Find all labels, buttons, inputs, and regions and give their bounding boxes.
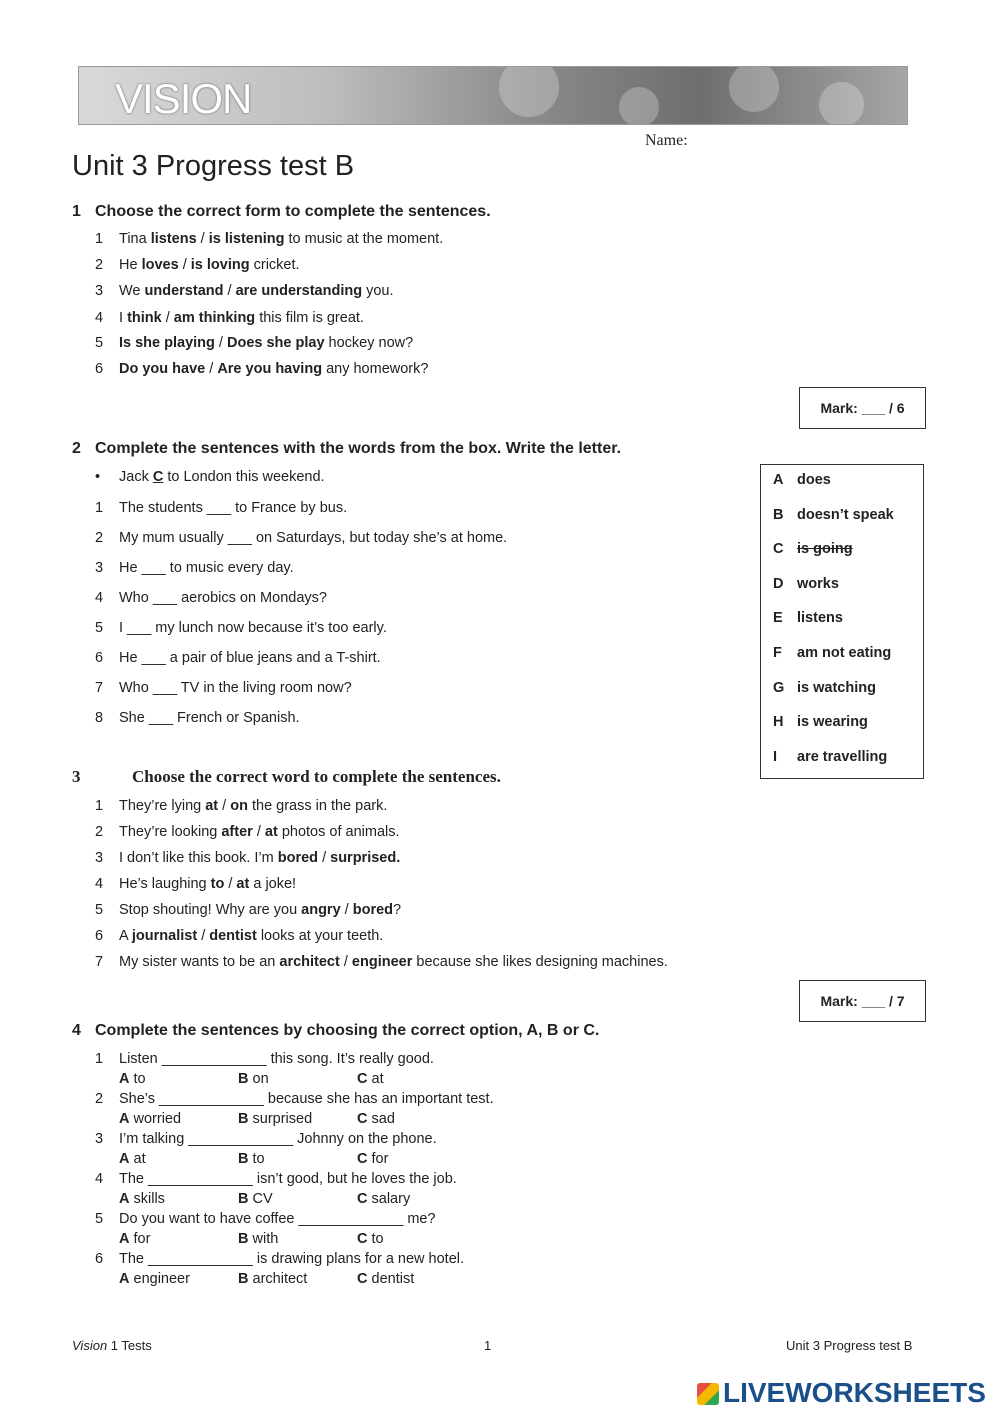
section-title: Choose the correct form to complete the sentences. bbox=[95, 203, 491, 220]
word-box-option bbox=[773, 576, 839, 592]
gap-fill-text[interactable]: I ___ my lunch now because it’s too early. bbox=[119, 620, 387, 636]
question-text: The _____________ isn’t good, but he loves the job. bbox=[119, 1171, 457, 1187]
answer-option-c[interactable] bbox=[357, 1071, 384, 1087]
example-text: Jack bbox=[119, 469, 153, 485]
option-1[interactable]: angry bbox=[301, 902, 341, 918]
item-number: 1 bbox=[95, 798, 104, 814]
option-letter: C bbox=[357, 1151, 368, 1167]
watermark-text: LIVEWORKSHEETS bbox=[723, 1377, 986, 1408]
option-2[interactable]: surprised. bbox=[330, 850, 401, 866]
answer-option-c[interactable] bbox=[357, 1271, 414, 1287]
liveworksheets-icon bbox=[697, 1383, 719, 1405]
option-1[interactable]: think bbox=[127, 310, 162, 326]
answer-option-a[interactable] bbox=[119, 1071, 146, 1087]
option-text: surprised bbox=[252, 1111, 313, 1127]
option-separator: / bbox=[218, 798, 231, 814]
word-box-option bbox=[773, 645, 891, 661]
option-separator: / bbox=[252, 824, 265, 840]
banner-bokeh bbox=[499, 66, 559, 117]
word-box-option bbox=[773, 714, 868, 730]
item-number: 2 bbox=[95, 257, 104, 273]
gap-fill-text[interactable]: The students ___ to France by bus. bbox=[119, 500, 348, 516]
option-word: does bbox=[797, 472, 831, 488]
option-text: sad bbox=[371, 1111, 395, 1127]
section-title: Choose the correct word to complete the sentences. bbox=[132, 767, 501, 786]
option-1[interactable]: Do you have bbox=[119, 361, 206, 377]
word-box-option bbox=[773, 749, 887, 765]
mark-box-1[interactable]: Mark: ___ / 6 bbox=[799, 387, 926, 429]
footer-book: Vision bbox=[72, 1338, 108, 1353]
option-2[interactable]: at bbox=[236, 876, 250, 892]
gap-fill-text[interactable]: My mum usually ___ on Saturdays, but today she’s at home. bbox=[119, 530, 508, 546]
option-letter: C bbox=[357, 1271, 368, 1287]
option-text: on bbox=[252, 1071, 269, 1087]
item-number: 6 bbox=[95, 928, 104, 944]
item-number: 3 bbox=[95, 560, 104, 576]
option-text: at bbox=[371, 1071, 384, 1087]
option-word: is going bbox=[797, 541, 853, 558]
answer-option-a[interactable] bbox=[119, 1271, 190, 1287]
option-letter: B bbox=[238, 1231, 249, 1247]
item-number: 4 bbox=[95, 310, 104, 326]
answer-option-c[interactable] bbox=[357, 1151, 388, 1167]
option-letter: H bbox=[773, 714, 784, 731]
option-letter: B bbox=[238, 1191, 249, 1207]
option-word: works bbox=[797, 575, 839, 592]
option-letter: A bbox=[119, 1271, 130, 1287]
footer-right: Unit 3 Progress test B bbox=[786, 1338, 913, 1353]
section-number: 3 bbox=[72, 767, 81, 786]
option-2[interactable]: is loving bbox=[190, 257, 250, 273]
option-text: for bbox=[371, 1151, 389, 1167]
item-number: 4 bbox=[95, 876, 104, 892]
option-word: doesn’t speak bbox=[797, 506, 894, 523]
gap-fill-item bbox=[95, 590, 327, 606]
sentence-item bbox=[95, 361, 428, 377]
sentence-text: Tina bbox=[119, 231, 151, 247]
item-number: 5 bbox=[95, 335, 104, 351]
banner-bokeh bbox=[619, 87, 659, 125]
sentence-text: He bbox=[119, 257, 142, 273]
section-1-heading bbox=[72, 203, 491, 221]
word-box-option bbox=[773, 680, 876, 696]
item-number: 1 bbox=[95, 500, 104, 516]
gap-fill-item bbox=[95, 650, 381, 666]
gap-fill-text[interactable]: Who ___ aerobics on Mondays? bbox=[119, 590, 327, 606]
option-1[interactable]: loves bbox=[141, 257, 179, 273]
answer-option-b[interactable] bbox=[238, 1151, 265, 1167]
mc-question bbox=[95, 1131, 437, 1147]
banner-bokeh bbox=[819, 82, 864, 125]
sentence-item bbox=[95, 876, 296, 892]
option-2[interactable]: is listening bbox=[208, 231, 285, 247]
footer-page-number: 1 bbox=[484, 1338, 492, 1353]
sentence-item bbox=[95, 824, 400, 840]
option-letter: B bbox=[238, 1071, 249, 1087]
bullet: • bbox=[95, 469, 101, 485]
option-text: worried bbox=[133, 1111, 182, 1127]
option-text: to bbox=[133, 1071, 146, 1087]
word-box-option bbox=[773, 541, 853, 557]
option-letter: A bbox=[119, 1111, 130, 1127]
option-text: for bbox=[133, 1231, 151, 1247]
item-number: 6 bbox=[95, 650, 104, 666]
option-2[interactable]: bored bbox=[352, 902, 394, 918]
answer-option-b[interactable] bbox=[238, 1111, 312, 1127]
mc-question bbox=[95, 1171, 457, 1187]
sentence-item bbox=[95, 310, 364, 326]
sentence-text: ? bbox=[393, 902, 402, 918]
option-letter: E bbox=[773, 610, 783, 627]
option-separator: / bbox=[161, 310, 174, 326]
option-letter: A bbox=[119, 1191, 130, 1207]
option-1[interactable]: to bbox=[210, 876, 225, 892]
sentence-text: cricket. bbox=[249, 257, 300, 273]
question-text: The _____________ is drawing plans for a new hotel. bbox=[119, 1251, 465, 1267]
sentence-item bbox=[95, 954, 668, 970]
item-number: 4 bbox=[95, 590, 104, 606]
option-letter: B bbox=[238, 1271, 249, 1287]
liveworksheets-watermark bbox=[697, 1377, 986, 1409]
sentence-text: the grass in the park. bbox=[247, 798, 388, 814]
word-box-option bbox=[773, 472, 831, 488]
option-letter: C bbox=[357, 1231, 368, 1247]
vision-logo: VISION bbox=[115, 75, 252, 122]
answer-option-a[interactable] bbox=[119, 1151, 146, 1167]
sentence-text: a joke! bbox=[249, 876, 297, 892]
footer-book-rest: 1 Tests bbox=[107, 1338, 152, 1353]
item-number: 1 bbox=[95, 1051, 104, 1067]
option-text: salary bbox=[371, 1191, 411, 1207]
option-1[interactable]: journalist bbox=[131, 928, 198, 944]
option-letter: A bbox=[119, 1071, 130, 1087]
option-text: at bbox=[133, 1151, 146, 1167]
gap-fill-text[interactable]: Who ___ TV in the living room now? bbox=[119, 680, 352, 696]
option-letter: B bbox=[238, 1151, 249, 1167]
section-2-heading bbox=[72, 440, 621, 458]
item-number: 7 bbox=[95, 954, 104, 970]
item-number: 1 bbox=[95, 231, 104, 247]
option-1[interactable]: Is she playing bbox=[119, 335, 215, 351]
option-separator: / bbox=[214, 335, 227, 351]
gap-fill-item bbox=[95, 500, 347, 516]
option-separator: / bbox=[196, 231, 209, 247]
gap-fill-text[interactable]: She ___ French or Spanish. bbox=[119, 710, 300, 726]
option-text: CV bbox=[252, 1191, 273, 1207]
sentence-text: hockey now? bbox=[324, 335, 414, 351]
answer-option-c[interactable] bbox=[357, 1191, 410, 1207]
sentence-item bbox=[95, 850, 400, 866]
sentence-text: because she likes designing machines. bbox=[412, 954, 668, 970]
option-1[interactable]: understand bbox=[144, 283, 224, 299]
section-number: 4 bbox=[72, 1022, 81, 1039]
gap-fill-item bbox=[95, 680, 352, 696]
answer-option-b[interactable] bbox=[238, 1231, 278, 1247]
gap-fill-item bbox=[95, 620, 387, 636]
option-2[interactable]: dentist bbox=[209, 928, 257, 944]
option-1[interactable]: listens bbox=[150, 231, 197, 247]
mc-question bbox=[95, 1051, 434, 1067]
sentence-item bbox=[95, 283, 394, 299]
item-number: 4 bbox=[95, 1171, 104, 1187]
sentence-text: He’s laughing bbox=[119, 876, 211, 892]
option-separator: / bbox=[197, 928, 210, 944]
gap-fill-text[interactable]: He ___ a pair of blue jeans and a T-shirt. bbox=[119, 650, 381, 666]
sentence-item bbox=[95, 798, 387, 814]
word-box-option bbox=[773, 610, 843, 626]
option-separator: / bbox=[340, 902, 353, 918]
answer-option-c[interactable] bbox=[357, 1231, 384, 1247]
section-number: 1 bbox=[72, 203, 81, 220]
option-1[interactable]: after bbox=[221, 824, 253, 840]
item-number: 5 bbox=[95, 620, 104, 636]
sentence-text: They’re looking bbox=[119, 824, 222, 840]
gap-fill-text[interactable]: He ___ to music every day. bbox=[119, 560, 294, 576]
option-text: with bbox=[252, 1231, 279, 1247]
item-number: 5 bbox=[95, 902, 104, 918]
header-banner bbox=[78, 66, 908, 125]
answer-option-b[interactable] bbox=[238, 1271, 307, 1287]
sentence-text: Stop shouting! Why are you bbox=[119, 902, 302, 918]
option-text: architect bbox=[252, 1271, 308, 1287]
sentence-text: We bbox=[119, 283, 145, 299]
item-number: 5 bbox=[95, 1211, 104, 1227]
item-number: 2 bbox=[95, 824, 104, 840]
question-text: Listen _____________ this song. It’s really good. bbox=[119, 1051, 434, 1067]
option-word: am not eating bbox=[797, 645, 892, 661]
option-separator: / bbox=[224, 876, 237, 892]
option-letter: D bbox=[773, 575, 784, 592]
example-answer: C bbox=[152, 469, 164, 485]
option-1[interactable]: bored bbox=[277, 850, 319, 866]
option-separator: / bbox=[318, 850, 331, 866]
mark-box-3[interactable]: Mark: ___ / 7 bbox=[799, 980, 926, 1022]
section-4-heading bbox=[72, 1022, 599, 1040]
option-separator: / bbox=[339, 954, 352, 970]
mc-question bbox=[95, 1211, 436, 1227]
option-word: is watching bbox=[797, 679, 876, 696]
item-number: 2 bbox=[95, 530, 104, 546]
sentence-text: this film is great. bbox=[255, 310, 364, 326]
name-label: Name: bbox=[645, 132, 688, 149]
option-word: are travelling bbox=[797, 748, 888, 765]
option-letter: C bbox=[357, 1191, 368, 1207]
section-3-heading bbox=[72, 767, 501, 787]
option-2[interactable]: Are you having bbox=[217, 361, 323, 377]
page-title: Unit 3 Progress test B bbox=[72, 150, 355, 182]
option-2[interactable]: Does she play bbox=[227, 335, 325, 351]
option-2[interactable]: at bbox=[264, 824, 278, 840]
sentence-text: looks at your teeth. bbox=[256, 928, 384, 944]
item-number: 3 bbox=[95, 850, 104, 866]
answer-option-c[interactable] bbox=[357, 1111, 395, 1127]
option-2[interactable]: am thinking bbox=[173, 310, 256, 326]
item-number: 8 bbox=[95, 710, 104, 726]
sentence-text: you. bbox=[362, 283, 394, 299]
option-text: engineer bbox=[133, 1271, 190, 1287]
section-title: Complete the sentences by choosing the correct option, A, B or C. bbox=[95, 1022, 600, 1039]
word-box bbox=[760, 464, 924, 779]
gap-fill-item bbox=[95, 530, 507, 546]
question-text: Do you want to have coffee _____________ me? bbox=[119, 1211, 436, 1227]
sentence-item bbox=[95, 928, 383, 944]
word-box-option bbox=[773, 507, 894, 523]
section-number: 2 bbox=[72, 440, 81, 457]
example-item bbox=[95, 469, 325, 485]
mc-question bbox=[95, 1091, 494, 1107]
option-separator: / bbox=[178, 257, 191, 273]
section-title: Complete the sentences with the words from the box. Write the letter. bbox=[95, 440, 622, 457]
answer-option-b[interactable] bbox=[238, 1071, 269, 1087]
option-letter: A bbox=[119, 1231, 130, 1247]
option-letter: A bbox=[119, 1151, 130, 1167]
option-letter: A bbox=[773, 472, 784, 488]
item-number: 6 bbox=[95, 1251, 104, 1267]
option-2[interactable]: engineer bbox=[351, 954, 413, 970]
sentence-text: My sister wants to be an bbox=[119, 954, 280, 970]
item-number: 2 bbox=[95, 1091, 104, 1107]
option-letter: C bbox=[357, 1071, 368, 1087]
option-2[interactable]: on bbox=[230, 798, 248, 814]
option-separator: / bbox=[205, 361, 218, 377]
option-text: to bbox=[252, 1151, 265, 1167]
option-letter: I bbox=[773, 748, 778, 765]
item-number: 6 bbox=[95, 361, 104, 377]
option-text: dentist bbox=[371, 1271, 415, 1287]
footer-left bbox=[72, 1338, 152, 1353]
sentence-text: A bbox=[119, 928, 132, 944]
gap-fill-item bbox=[95, 710, 300, 726]
answer-option-a[interactable] bbox=[119, 1111, 181, 1127]
option-2[interactable]: are understanding bbox=[235, 283, 363, 299]
option-text: to bbox=[371, 1231, 384, 1247]
item-number: 3 bbox=[95, 283, 104, 299]
sentence-item bbox=[95, 231, 443, 247]
option-1[interactable]: architect bbox=[279, 954, 340, 970]
option-1[interactable]: at bbox=[205, 798, 219, 814]
option-separator: / bbox=[223, 283, 236, 299]
sentence-text: any homework? bbox=[322, 361, 429, 377]
sentence-text: to music at the moment. bbox=[284, 231, 444, 247]
answer-option-a[interactable] bbox=[119, 1231, 150, 1247]
question-text: She’s _____________ because she has an important test. bbox=[119, 1091, 494, 1107]
item-number: 3 bbox=[95, 1131, 104, 1147]
option-word: listens bbox=[797, 610, 843, 627]
sentence-item bbox=[95, 335, 413, 351]
sentence-item bbox=[95, 257, 300, 273]
answer-option-b[interactable] bbox=[238, 1191, 273, 1207]
banner-bokeh bbox=[729, 66, 779, 112]
option-letter: C bbox=[357, 1111, 368, 1127]
sentence-text: photos of animals. bbox=[277, 824, 400, 840]
sentence-text: They’re lying bbox=[119, 798, 206, 814]
item-number: 7 bbox=[95, 680, 104, 696]
option-letter: F bbox=[773, 645, 782, 661]
option-text: skills bbox=[133, 1191, 165, 1207]
option-letter: B bbox=[238, 1111, 249, 1127]
mc-question bbox=[95, 1251, 464, 1267]
option-letter: B bbox=[773, 506, 784, 523]
option-letter: C bbox=[773, 541, 784, 558]
sentence-text: I don’t like this book. I’m bbox=[119, 850, 278, 866]
gap-fill-item bbox=[95, 560, 294, 576]
answer-option-a[interactable] bbox=[119, 1191, 165, 1207]
example-text: to London this weekend. bbox=[163, 469, 325, 485]
question-text: I’m talking _____________ Johnny on the phone. bbox=[119, 1131, 437, 1147]
sentence-item bbox=[95, 902, 401, 918]
sentence-text: I bbox=[119, 310, 128, 326]
option-letter: G bbox=[773, 679, 785, 696]
option-word: is wearing bbox=[797, 714, 868, 731]
